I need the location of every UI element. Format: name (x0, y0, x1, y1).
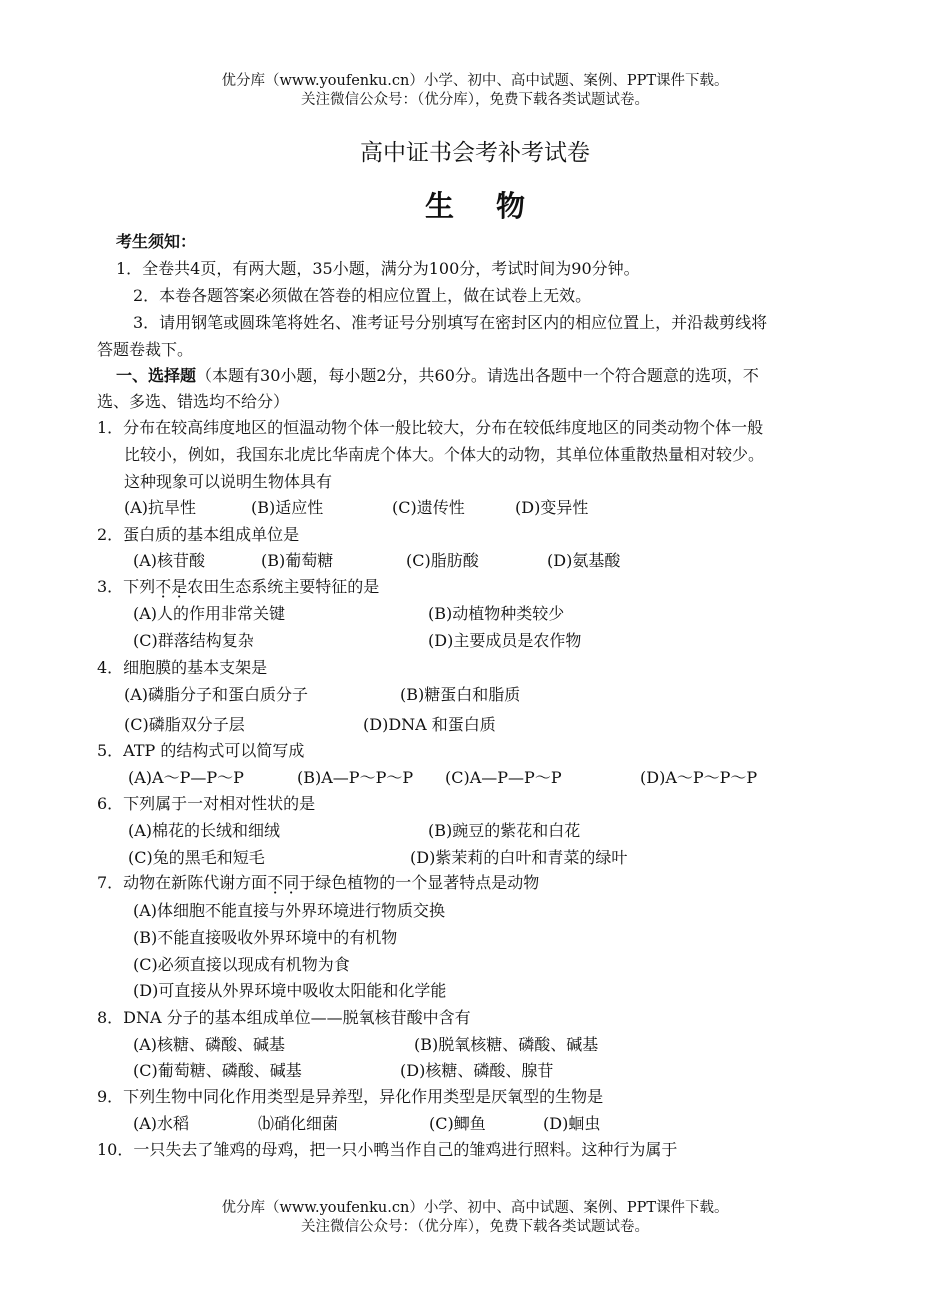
question-8: 8．DNA 分子的基本组成单位——脱氧核苷酸中含有 (97, 1008, 471, 1027)
section-desc-a: （本题有30小题，每小题2分，共60分。请选出各题中一个符合题意的选项，不 (196, 366, 759, 385)
q7-option-a: (A)体细胞不能直接与外界环境进行物质交换 (133, 901, 446, 920)
q2-option-b: (B)葡萄糖 (261, 551, 334, 570)
q6-option-a: (A)棉花的长绒和细绒 (128, 821, 281, 840)
notice-item-3a: 3．请用钢笔或圆珠笔将姓名、准考证号分别填写在密封区内的相应位置上，并沿裁剪线将 (133, 313, 768, 332)
footer-line-2: 关注微信公众号：（优分库），免费下载各类试题试卷。 (301, 1219, 649, 1235)
q3-text-pre: 3．下列 (97, 577, 156, 596)
q7-option-d: (D)可直接从外界环境中吸收太阳能和化学能 (133, 981, 447, 1000)
question-5: 5．ATP 的结构式可以简写成 (97, 741, 305, 760)
question-2: 2．蛋白质的基本组成单位是 (97, 525, 300, 544)
page-header (0, 72, 950, 110)
notice-item-1: 1．全卷共4页，有两大题，35小题，满分为100分，考试时间为90分钟。 (116, 259, 640, 278)
q8-option-a: (A)核糖、磷酸、碱基 (133, 1035, 286, 1054)
q8-option-c: (C)葡萄糖、磷酸、碱基 (133, 1061, 302, 1080)
q3-option-a: (A)人的作用非常关键 (133, 604, 286, 623)
q2-option-d: (D)氨基酸 (547, 551, 621, 570)
q2-option-c: (C)脂肪酸 (406, 551, 479, 570)
section-heading-row (116, 365, 759, 387)
q1-option-b: (B)适应性 (251, 498, 324, 517)
footer-line-1: 优分库（www.youfenku.cn）小学、初中、高中试题、案例、PPT课件下载。 (221, 1200, 729, 1216)
q1-option-d: (D)变异性 (515, 498, 589, 517)
q9-option-b: ⒝硝化细菌 (258, 1114, 339, 1133)
q1-option-c: (C)遗传性 (392, 498, 465, 517)
q5-option-d: (D)A～P～P～P (640, 768, 758, 787)
q7-emphasis-2: 同 (283, 873, 300, 892)
section-heading: 一、选择题 (116, 366, 197, 385)
q7-emphasis-1: 不 (267, 873, 284, 892)
q5-option-a: (A)A～P—P～P (128, 768, 244, 787)
q8-option-b: (B)脱氧核糖、磷酸、碱基 (414, 1035, 599, 1054)
question-7 (97, 872, 539, 894)
notice-item-3b: 答题卷裁下。 (97, 340, 194, 359)
q3-emphasis-1: 不 (155, 577, 172, 596)
exam-title: 高中证书会考补考试卷 (360, 140, 590, 166)
q4-option-d: (D)DNA 和蛋白质 (363, 715, 496, 734)
q4-option-b: (B)糖蛋白和脂质 (400, 685, 521, 704)
q1-option-a: (A)抗旱性 (124, 498, 197, 517)
q8-option-d: (D)核糖、磷酸、腺苷 (400, 1061, 554, 1080)
question-9: 9．下列生物中同化作用类型是异养型，异化作用类型是厌氧型的生物是 (97, 1087, 604, 1106)
question-1-line-b: 比较小，例如，我国东北虎比华南虎个体大。个体大的动物，其单位体重散热量相对较少。 (124, 445, 765, 464)
q9-option-c: (C)鲫鱼 (429, 1114, 486, 1133)
section-desc-b: 选、多选、错选均不给分） (97, 392, 290, 411)
q3-option-c: (C)群落结构复杂 (133, 631, 254, 650)
q3-option-b: (B)动植物种类较少 (428, 604, 565, 623)
q3-emphasis-2: 是 (171, 577, 188, 596)
q6-option-b: (B)豌豆的紫花和白花 (428, 821, 581, 840)
q5-option-c: (C)A—P—P～P (445, 768, 562, 787)
question-1-line-c: 这种现象可以说明生物体具有 (124, 472, 333, 491)
header-line-2: 关注微信公众号：（优分库），免费下载各类试题试卷。 (301, 92, 649, 108)
question-1-line-a: 1．分布在较高纬度地区的恒温动物个体一般比较大，分布在较低纬度地区的同类动物个体一般 (97, 418, 764, 437)
q2-option-a: (A)核苷酸 (133, 551, 206, 570)
q3-option-d: (D)主要成员是农作物 (428, 631, 582, 650)
page-footer (0, 1199, 950, 1237)
q6-option-c: (C)兔的黑毛和短毛 (128, 848, 265, 867)
q7-option-c: (C)必须直接以现成有机物为食 (133, 955, 350, 974)
question-4: 4．细胞膜的基本支架是 (97, 658, 268, 677)
q4-option-a: (A)磷脂分子和蛋白质分子 (124, 685, 309, 704)
question-10: 10．一只失去了雏鸡的母鸡，把一只小鸭当作自己的雏鸡进行照料。这种行为属于 (97, 1140, 678, 1159)
q7-option-b: (B)不能直接吸收外界环境中的有机物 (133, 928, 398, 947)
q5-option-b: (B)A—P～P～P (297, 768, 414, 787)
q4-option-c: (C)磷脂双分子层 (124, 715, 245, 734)
q6-option-d: (D)紫茉莉的白叶和青菜的绿叶 (410, 848, 628, 867)
q7-text-post: 于绿色植物的一个显著特点是动物 (299, 873, 540, 892)
exam-subject: 生物 (424, 189, 567, 223)
q9-option-a: (A)水稻 (133, 1114, 190, 1133)
header-line-1: 优分库（www.youfenku.cn）小学、初中、高中试题、案例、PPT课件下载。 (221, 73, 729, 89)
q7-text-pre: 7．动物在新陈代谢方面 (97, 873, 268, 892)
question-3 (97, 576, 379, 598)
q3-text-post: 农田生态系统主要特征的是 (187, 577, 380, 596)
question-6: 6．下列属于一对相对性状的是 (97, 794, 316, 813)
q9-option-d: (D)蛔虫 (543, 1114, 601, 1133)
notice-heading: 考生须知： (116, 232, 197, 251)
notice-item-2: 2．本卷各题答案必须做在答卷的相应位置上，做在试卷上无效。 (133, 286, 592, 305)
